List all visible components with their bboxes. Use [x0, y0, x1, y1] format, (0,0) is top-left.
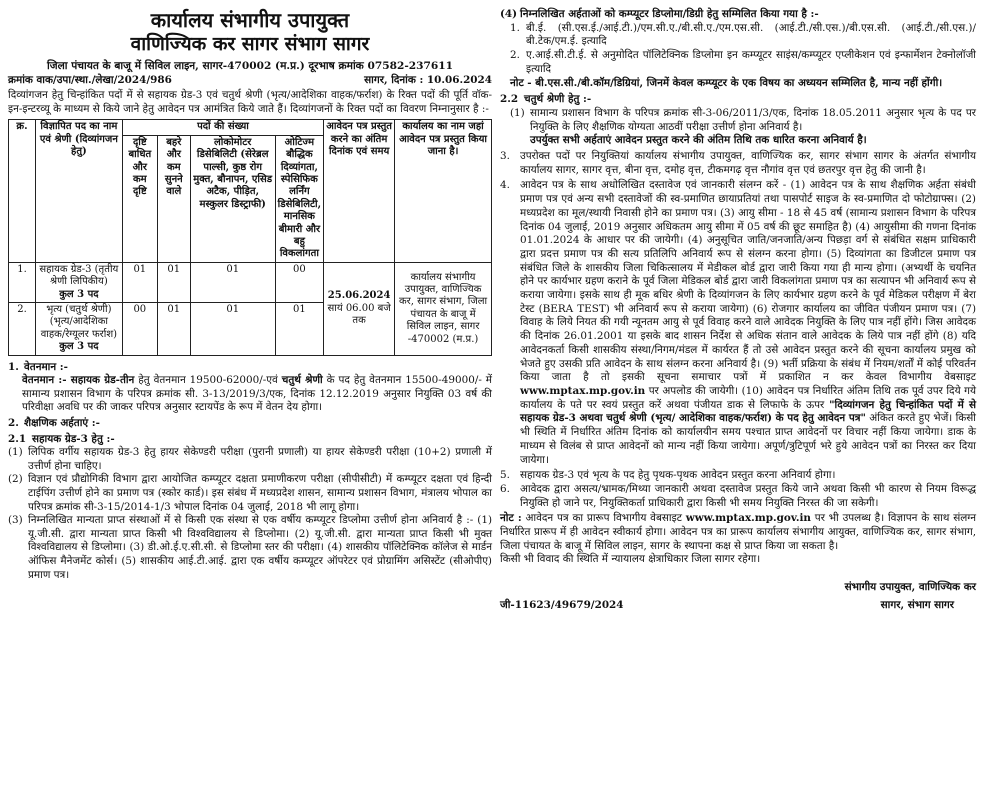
office-cell: कार्यालय संभागीय उपायुक्त, वाणिज्यिक कर, सागर संभाग, जिला पंचायत के बाजू में सिविल लाइन, सागर -470002 (म.प्र.) [395, 262, 492, 355]
row-count: 01 [157, 262, 190, 302]
header-hearing-impaired: बहरे और कम सुनने वाले [157, 135, 190, 262]
post-total: कुल 3 पद [59, 341, 99, 353]
jurisdiction-note: किसी भी विवाद की स्थिति में न्यायालय क्षेत्राधिकार जिला सागर रहेगा। [500, 553, 761, 566]
list-item: 2. ए.आई.सी.टी.ई. से अनुमोदित पॉलिटेक्निक डिप्लोमा इन कम्प्यूटर साइंस/कम्प्यूटर एप्लीकेशन एवं इन्फार्मेशन टेक्नोलॉजी इत्यादि [510, 49, 976, 75]
post-name: सहायक ग्रेड-3 (तृतीय श्रेणी लिपिकीय) [39, 263, 119, 288]
row-count: 01 [190, 262, 275, 302]
signatory-title: संभागीय उपायुक्त, वाणिज्यिक कर [844, 581, 976, 594]
row-sno: 2. [9, 303, 36, 356]
table-header-row [9, 120, 492, 135]
row-post [35, 303, 122, 356]
list-item: (1) लिपिक वर्गीय सहायक ग्रेड-3 हेतु हायर सेकेण्डरी परीक्षा (पुरानी प्रणाली) या हायर सेकेण्डरी परीक्षा (10+2) प्रणाली में उत्तीर्ण होना चाहिए। [8, 446, 492, 472]
website-link[interactable]: www.mptax.mp.gov.in [685, 512, 811, 525]
header-last-date: आवेदन पत्र प्रस्तुत करने का अंतिम दिनांक एवं समय [324, 120, 395, 262]
pay-scale-text: वेतनमान :- सहायक ग्रेड-तीन हेतु वेतनमान 19500-62000/-एवं चतुर्थ श्रेणी के पद हेतु वेतनमान 15500-49000/- में सामान्य प्रशासन विभाग के परिपत्र क्रमांक सी. 3-13/2019/3/एक, दिनांक 12.12.2019 अनुसार नियुक्ति 03 वर्ष की परिवीक्षा अवधि पर की जाकर परिपत्र अनुसार स्टायपेंड के रूप में वेतन देय होगा। [22, 374, 492, 414]
left-column [8, 6, 492, 582]
row-count: 01 [275, 303, 323, 356]
signatory-location: सागर, संभाग सागर [880, 598, 954, 611]
header-visually-impaired: दृष्टि बाधित और कम दृष्टि [122, 135, 157, 262]
right-column [500, 6, 976, 613]
list-item: (1) सामान्य प्रशासन विभाग के परिपत्र क्रमांक सी-3-06/2011/3/एक, दिनांक 18.05.2011 अनुसार भृत्य के पद पर नियुक्ति के लिए शैक्षणिक योग्यता आठवीं परीक्षा उत्तीर्ण होना अनिवार्य है। [510, 106, 976, 133]
envelope-superscription: "दिव्यांगजन हेतु चिन्हांकित पदों में से सहायक ग्रेड-3 अथवा चतुर्थ श्रेणी (भृत्य/ आदेशिका वाहक/फर्राश) के पद हेतु आवेदन पत्र" [520, 398, 977, 425]
issue-date: सागर, दिनांक : 10.06.2024 [364, 73, 492, 86]
header-office: कार्यालय का नाम जहां आवेदन पत्र प्रस्तुत किया जाना है। [395, 120, 492, 262]
header-sno: क्र. [9, 120, 36, 262]
row-count: 00 [275, 262, 323, 302]
section-3: 3. उपरोक्त पदों पर नियुक्तियां कार्यालय संभागीय उपायुक्त, वाणिज्यिक कर, सागर संभाग सागर के अंतर्गत संभागीय कार्यालय सागर, सागर वृत्त, बीना वृत्त, दमोह वृत्त, टीकमगढ़ वृत्त नौगांव वृत्त एवं छतरपुर वृत्त हेतु की जानी है। [500, 150, 976, 176]
row-post [35, 262, 122, 302]
list-item: (3) निम्नलिखित मान्यता प्राप्त संस्थाओं में से किसी एक संस्था से एक वर्षीय कम्प्यूटर डिप्लोमा उत्तीर्ण होना अनिवार्य है :- (1) यू.जी.सी. द्वारा मान्यता प्राप्त किसी भी विश्वविद्यालय से डिप्लोमा। (2) यू.जी.सी. द्वारा मान्यता प्राप्त किसी भी मुक्त विश्वविद्यालय से डिप्लोमा। (3) डी.ओ.ई.ए.सी.सी. से डिप्लोमा स्तर की परीक्षा। (4) शासकीय पॉलिटेक्निक कॉलेज से मार्डन ऑफिस मैनेजमेंट कोर्स। (5) शासकीय आई.टी.आई. द्वारा एक वर्षीय कम्प्यूटर ऑपरेटर एवं प्रोग्रामिंग असिस्टेंट (सीओपीए) प्रमाण पत्र। [8, 514, 492, 581]
post-total: कुल 3 पद [59, 288, 99, 300]
qualification-deadline-note: उपर्युक्त सभी अर्हताएं आवेदन प्रस्तुत करने की अंतिम तिथि तक धारित करना अनिवार्य है। [530, 134, 867, 147]
office-subtitle: वाणिज्यिक कर सागर संभाग सागर [130, 33, 370, 55]
bottom-line [500, 599, 976, 613]
section-4-documents: 4. आवेदन पत्र के साथ अधोलिखित दस्तावेज एवं जानकारी संलग्न करें - (1) आवेदन पत्र के साथ शैक्षणिक अर्हता संबंधी प्रमाण पत्र एवं अन्य सभी दस्तावेजों की स्व-प्रमाणित छायाप्रतियां तथा पासपोर्ट साइज के स्व-प्रमाणित दो फोटोग्राफ्स। (2) मध्यप्रदेश का मूल/स्थायी निवासी होने का प्रमाण पत्र। (3) आयु सीमा - 18 से 45 वर्ष (सामान्य प्रशासन विभाग के परिपत्र दिनांक 04 जुलाई, 2019 अनुसार अधिकतम आयु सीमा में 05 वर्ष की छूट समाहित है) (4) आयुसीमा की गणना दिनांक 01.01.2024 के आधार पर की जायेगी। (4) अनुसूचित जाति/जनजाति/अन्य पिछड़ा वर्ग से संबंधित सक्षम प्राधिकारी द्वारा प्रदत्त प्रमाण पत्र की सत्य प्रतिलिपि अनिवार्य रूप से संलग्न करना होगा। (5) दिव्यांगता का डिजीटल प्रमाण पत्र संबंधित जिले के शासकीय जिला चिकित्सालय में मेडीकल बोर्ड द्वारा जारी किया गया ही मान्य होगा। (अभ्यर्थी के चयनित होने पर कार्यभार ग्रहण कराने के पूर्व जिला मेडिकल बोर्ड द्वारा जारी विकलांगता प्रमाण पत्र का सत्यापन भी अनिवार्य रूप से कराया जायेगा। इसके साथ ही मूक बधिर श्रेणी के दिव्यांगजन के लिए कार्यभार ग्रहण करने के पूर्व मेडिकल परीक्षण में बेरा टेस्ट (BERA TEST) भी अनिवार्य रूप से कराया जायेगा) (6) रोजगार कार्यालय का जीवित पंजीयन प्रमाण पत्र। (7) विवाह के लिये नियत की गयी न्यूनतम आयु से पूर्व विवाह करने वाले आवेदक नियुक्ति के लिए पात्र नहीं होंगे। जिस आवेदक की दिनांक 26.01.2001 या इसके बाद शासन निर्देश से अधिक संतान वाले आवेदक के लिये पात्र नहीं होंगे (8) यदि आवेदनकर्ता किसी शासकीय संस्था/निगम/मंडल में कार्यरत हैं तो उसे आवेदन प्रस्तुत करने की सूचना कार्यालय प्रमुख को भेजते हुए उसकी प्रति आवेदन के साथ संलग्न करना अनिवार्य है। (9) भर्ती प्रक्रिया के संबंध में नियम/शर्तों में कोई परिवर्तन किया जाता है तो इसकी सूचना समाचार पत्रों में प्रकाशित न कर केवल विभागीय वेबसाइट www.mptax.mp.gov.in पर अपलोड की जायेगी। (10) आवेदन पत्र निर्धारित अंतिम तिथि तक पूर्व उपर दिये गये कार्यालय के पते पर स्वयं प्रस्तुत करें अथवा पंजीयत डाक से लिफाफे के ऊपर "दिव्यांगजन हेतु चिन्हांकित पदों में से सहायक ग्रेड-3 अथवा चतुर्थ श्रेणी (भृत्य/ आदेशिका वाहक/फर्राश) के पद हेतु आवेदन पत्र" अंकित करते हुए भेजें। किसी भी स्थिति में निर्धारित अंतिम दिनांक को कार्यालयीन समय पश्चात प्राप्त आवेदनों पर विचार नहीं किया जायेगा। डाक के माध्यम से विलंब से प्राप्त आवेदनों को मान्य नहीं किया जायेगा। अपूर्ण/त्रुटिपूर्ण भरे हुये आवेदन पत्रों का निरस्त कर दिया जायेगा। [500, 179, 977, 466]
computer-diploma-heading: (4) निम्नलिखित अर्हताओं को कम्प्यूटर डिप्लोमा/डिग्री हेतु सम्मिलित किया गया है :- [500, 8, 819, 20]
vacancy-table [8, 119, 492, 355]
section-qualification-heading: 2. शैक्षणिक अर्हताएं :- [8, 417, 100, 430]
header-locomotor: लोकोमोटर डिसेबिलिटी (सेरेब्रल पाल्सी, कुष्ठ रोग मुक्त, बौनापन, एसिड अटैक, पीड़ित, मस्कुलर डिस्ट्राफी) [190, 135, 275, 262]
section-class4-heading: 2.2 चतुर्थ श्रेणी हेतु :- [500, 93, 592, 106]
header-autism: ओटिज्म बौद्धिक दिव्यांगता, स्पेसिफिक लर्निंग डिसेबिलिटी, मानसिक बीमारी और बहु विकलांगता [275, 135, 323, 262]
section-6: 6. आवेदक द्वारा असत्य/भ्रामक/मिथ्या जानकारी अथवा दस्तावेज प्रस्तुत किये जाने अथवा किसी भी कारण से नियम विरूद्ध नियुक्ति हो जाने पर, नियुक्तिकर्ता प्राधिकारी द्वारा किसी भी समय नियुक्ति निरस्त की जा सकेगी। [500, 482, 976, 509]
website-link[interactable]: www.mptax.mp.gov.in [520, 384, 646, 397]
section-pay-scale-heading: 1. वेतनमान :- [8, 360, 68, 373]
header-post-count: पदों की संख्या [122, 120, 323, 135]
row-sno: 1. [9, 262, 36, 302]
row-count: 01 [157, 303, 190, 356]
office-address: जिला पंचायत के बाजू में सिविल लाइन, सागर-470002 (म.प्र.) दूरभाष क्रमांक 07582-237611 [46, 60, 453, 72]
reference-line [8, 74, 492, 88]
diploma-note: नोट - बी.एस.सी./बी.कॉम/डिग्रियां, जिनमें केवल कम्प्यूटर के एक विषय का अध्ययन सम्मिलित है, मान्य नहीं होंगी। [510, 76, 943, 89]
row-count: 01 [190, 303, 275, 356]
intro-paragraph: दिव्यांगजन हेतु चिन्हांकित पदों में से सहायक ग्रेड-3 एवं चतुर्थ श्रेणी (भृत्य/आदेशिका वाहक/फर्राश) के रिक्त पदों की पूर्ति वॉक-इन-इन्टरव्यू के माध्यम से किये जाने हेतु आवेदन पत्र आमंत्रित किये जाते हैं। दिव्यांगजनों के रिक्त पदों का विवरण निम्नानुसार है :- [8, 89, 492, 115]
post-name: भृत्य (चतुर्थ श्रेणी) (भृत्य/आदेशिका वाहक/रेग्यूलर फर्राश) [40, 304, 118, 340]
section-5: 5. सहायक ग्रेड-3 एवं भृत्य के पद हेतु पृथक-पृथक आवेदन प्रस्तुत करना अनिवार्य होगा। [500, 469, 836, 482]
table-row [9, 262, 492, 302]
form-note: नोट : आवेदन पत्र का प्रारूप विभागीय वेबसाइट www.mptax.mp.gov.in पर भी उपलब्ध है। विज्ञापन के साथ संलग्न निर्धारित प्रारूप में ही आवेदन स्वीकार्य होगा। आवेदन पत्र का प्रारूप कार्यालय संभागीय आयुक्त, वाणिज्यिक कर, सागर संभाग, जिला पंचायत के बाजू में सिविल लाइन, सागर के स्थापना कक्ष से प्राप्त किया जा सकता है। [500, 512, 976, 552]
header-post: विज्ञापित पद का नाम एवं श्रेणी (दिव्यांगजन हेतु) [35, 120, 122, 262]
row-count: 00 [122, 303, 157, 356]
list-item: 1. बी.ई. (सी.एस.ई./आई.टी.)/एम.सी.ए./बी.सी.ए./एम.एस.सी. (आई.टी./सी.एस.)/बी.एस.सी. (आई.टी./सी.एस.)/ बी.टेक/एम.ई. इत्यादि [510, 21, 976, 48]
last-date: 25.06.2024 [327, 290, 391, 302]
list-item: (2) विज्ञान एवं प्रौद्योगिकी विभाग द्वारा आयोजित कम्प्यूटर दक्षता प्रमाणीकरण परीक्षा (सीपीसीटी) में कम्प्यूटर दक्षता एवं हिन्दी टाईपिंग उत्तीर्ण होने का प्रमाण पत्र (स्कोर कार्ड)। इस संबंध में मध्यप्रदेश शासन, सामान्य प्रशासन विभाग, मंत्रालय भोपाल का परिपत्र क्रमांक सी-3-15/2014-1/3 भोपाल दिनांक 04 जुलाई, 2018 भी लागू होगा। [8, 473, 492, 513]
ad-code: जी-11623/49679/2024 [500, 598, 624, 611]
office-title: कार्यालय संभागीय उपायुक्त [150, 8, 350, 32]
reference-number: क्रमांक वाक/उपा/स्था./लेखा/2024/986 [8, 73, 172, 86]
row-count: 01 [122, 262, 157, 302]
last-date-cell [324, 262, 395, 355]
section-grade3-heading: 2.1 सहायक ग्रेड-3 हेतु :- [8, 432, 115, 445]
last-time: सायं 06.00 बजे तक [327, 302, 391, 326]
